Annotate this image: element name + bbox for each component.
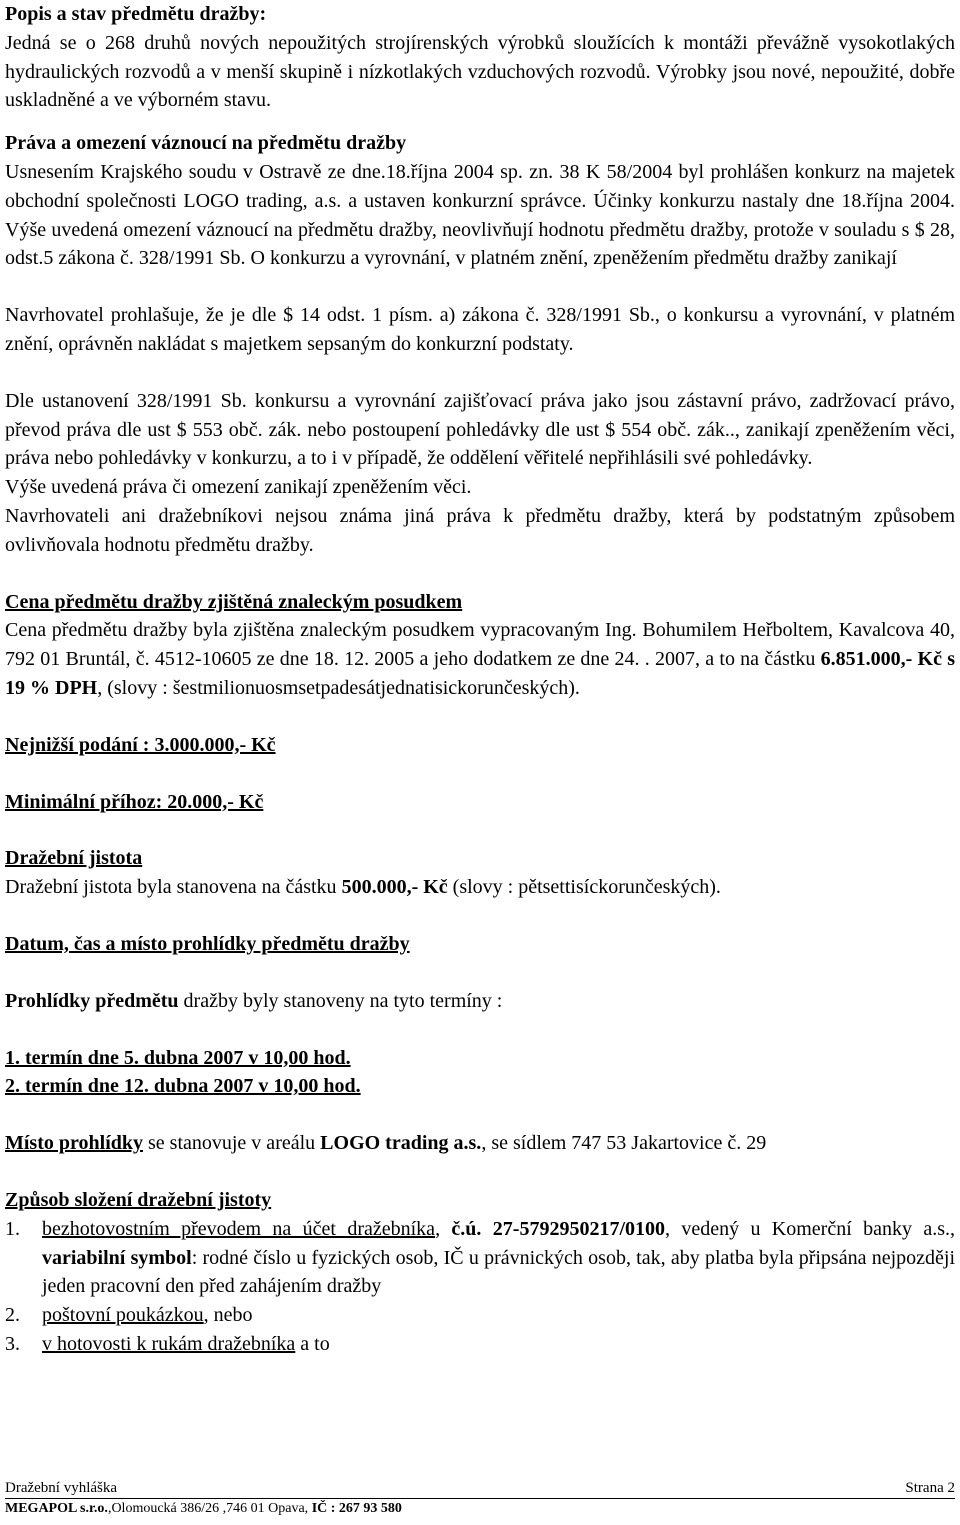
footer-top-row [5,1478,955,1499]
rights-paragraph-5: Navrhovateli ani dražebníkovi nejsou známa jiná práva k předmětu dražby, která by podstatným způsobem ovlivňovala hodnotu předmětu dražby. [5,504,955,556]
list-item-text: , vedený u Komerční banky a.s., [665,1217,956,1240]
inspection-place-label: Místo prohlídky [5,1132,143,1155]
inspection-intro [5,987,955,1016]
list-item [5,1330,955,1359]
footer-company-row [5,1499,955,1519]
price-paragraph [5,616,955,702]
document-page [5,0,955,1359]
deposit-text-1: Dražební jistota byla stanovena na částku [5,876,342,899]
deposit-text-2: (slovy : pětsettisíckorunčeských). [447,876,721,899]
section-heading-rights: Práva a omezení váznoucí na předmětu dražby [5,132,407,155]
payment-link-transfer[interactable]: bezhotovostním převodem na účet dražebníka [42,1217,436,1240]
account-label: č.ú. [451,1217,482,1240]
payment-link-cash[interactable]: v hotovosti k rukám dražebníka [42,1332,296,1355]
section-heading-deposit: Dražební jistota [5,847,143,870]
inspection-intro-bold: Prohlídky předmětu [5,989,179,1012]
variable-symbol-label: variabilní symbol [42,1246,192,1269]
rights-paragraph-4: Výše uvedená práva či omezení zanikají zpeněžením věci. [5,476,472,499]
lowest-bid: Nejnižší podání : 3.000.000,- Kč [5,733,276,756]
price-amount: 6.851.000,- Kč s 19 % DPH [5,648,955,699]
list-item-number: 3. [5,1332,20,1355]
inspection-place-text-1: se stanovuje v areálu [143,1132,321,1155]
section-heading-description: Popis a stav předmětu dražby: [5,3,267,25]
price-text-2: , (slovy : šestmilionuosmsetpadesátjednatisickorunčeských). [97,676,580,699]
deposit-amount: 500.000,- Kč [341,876,448,899]
list-item-number: 1. [5,1217,20,1240]
rights-paragraph-3: Dle ustanovení 328/1991 Sb. konkursu a vyrovnání zajišťovací práva jako jsou zástavní právo, zadržovací právo, převod práva dle ust $ 553 obč. zák. nebo postoupení pohledávky dle ust $ 554 obč. zák.., zanikají zpeněžením věci, práva nebo pohledávky v konkurzu, a to i v případě, že oddělení věřitelé nepřihlásili své pohledávky. [5,389,955,470]
list-item-text: : rodné číslo u fyzických osob, IČ u právnických osob, tak, aby platba byla připsána nejpozději jeden pracovní den před zahájením dražby [42,1246,955,1298]
footer-company: MEGAPOL s.r.o. [5,1501,108,1516]
section-heading-price: Cena předmětu dražby zjištěná znaleckým posudkem [5,590,463,613]
inspection-place [5,1129,955,1158]
footer-address: ,Olomoucká 386/26 ,746 01 Opava, [107,1501,312,1516]
list-item [5,1215,955,1301]
list-item [5,1301,955,1330]
deposit-paragraph [5,873,955,902]
inspection-term-1: 1. termín dne 5. dubna 2007 v 10,00 hod. [5,1046,351,1069]
price-text-1: Cena předmětu dražby byla zjištěna znaleckým posudkem vypracovaným Ing. Bohumilem Heřboltem, Kavalcova 40, 792 01 Bruntál, č. 4512-10605 ze dne 18. 12. 2005 a jeho dodatkem ze dne 24. . 2007, a to na částku [5,619,955,671]
inspection-intro-text: dražby byly stanoveny na tyto termíny : [178,989,503,1012]
list-item-text: , [435,1217,452,1240]
list-item-text [481,1218,492,1240]
inspection-place-company: LOGO trading a.s. [320,1132,482,1155]
section-heading-inspection: Datum, čas a místo prohlídky předmětu dražby [5,932,410,955]
description-text: Jedná se o 268 druhů nových nepoužitých strojírenských výrobků sloužících k montáži převážně vysokotlakých hydraulických rozvodů a v menší skupině i nízkotlakých vzduchových rozvodů. Výrobky jsou nové, nepoužité, dobře uskladněné a ve výborném stavu. [5,31,955,112]
footer-page-number: Strana 2 [905,1480,955,1496]
footer-title: Dražební vyhláška [5,1480,118,1496]
footer-ico: IČ : 267 93 580 [311,1501,402,1516]
rights-paragraph-2: Navrhovatel prohlašuje, že je dle $ 14 odst. 1 písm. a) zákona č. 328/1991 Sb., o konkursu a vyrovnání, v platném znění, oprávněn nakládat s majetkem sepsaným do konkurzní podstaty. [5,304,955,355]
list-item-text: a to [295,1332,330,1355]
list-item-number: 2. [5,1304,20,1327]
section-heading-payment: Způsob složení dražební jistoty [5,1188,272,1211]
account-number: 27-5792950217/0100 [492,1217,665,1240]
rights-paragraph-1: Usnesením Krajského soudu v Ostravě ze dne.18.října 2004 sp. zn. 38 K 58/2004 byl prohlášen konkurz na majetek obchodní společnosti LOGO trading, a.s. a ustaven konkurzní správce. Účinky konkurzu nastaly dne 18.října 2004. Výše uvedená omezení váznoucí na předmětu dražby, neovlivňují hodnotu předmětu dražby, protože v souladu s $ 28, odst.5 zákona č. 328/1991 Sb. O konkurzu a vyrovnání, v platném znění, zpeněžením předmětu dražby zanikají [5,160,955,270]
inspection-place-text-2: , se sídlem 747 53 Jakartovice č. 29 [481,1132,767,1155]
page-footer [5,1478,955,1519]
list-item-text: , nebo [203,1304,253,1327]
payment-link-postal[interactable]: poštovní poukázkou [42,1304,204,1327]
payment-methods-list [5,1215,955,1359]
minimum-increment: Minimální příhoz: 20.000,- Kč [5,790,264,813]
inspection-term-2: 2. termín dne 12. dubna 2007 v 10,00 hod. [5,1075,361,1098]
